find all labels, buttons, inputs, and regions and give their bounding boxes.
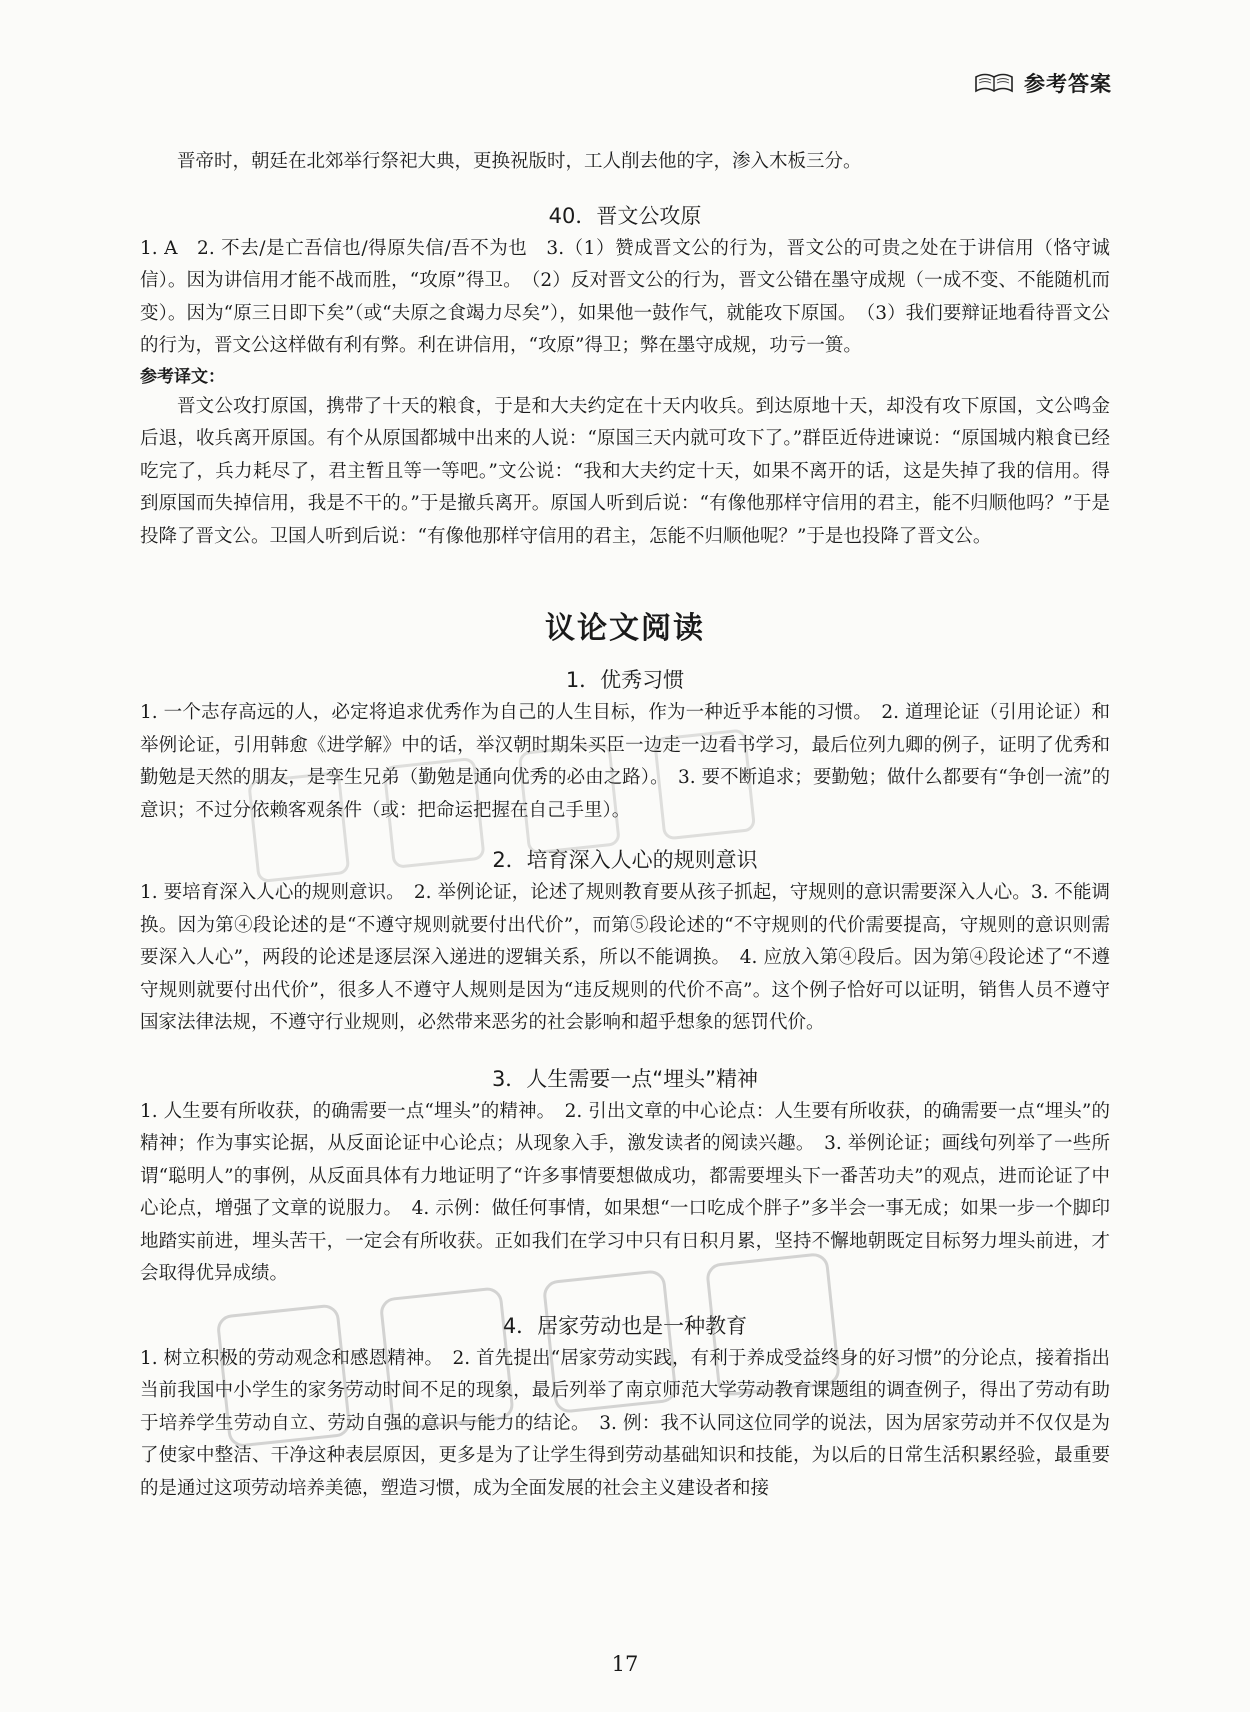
section-40-answer: 1. A 2. 不去/是亡吾信也/得原失信/吾不为也 3.（1）赞成晋文公的行为，晋文公的可贵之处在于讲信用（恪守诚信）。因为讲信用才能不战而胜，“攻原”得卫。 （2）反对晋文公的行为，晋文公错在墨守成规（一成不变、不能随机而变）。因为“原三日即下矣”（或“夫原之食竭力尽矣”），如果他一鼓作气，就能攻下原国。 （3）我们要辩证地看待晋文公的行为，晋文公这样做有利有弊。利在讲信用，“攻原”得卫；弊在墨守成规，功亏一篑。 xyxy=(140,237,1110,356)
item-2-title: 2．培育深入人心的规则意识 xyxy=(492,848,758,872)
header-label: 参考答案 xyxy=(1024,72,1112,96)
translation-label: 参考译文： xyxy=(140,366,225,387)
content xyxy=(140,146,1110,1505)
item-3-answer: 1. 人生要有所收获，的确需要一点“埋头”的精神。 2. 引出文章的中心论点：人生要有所收获，的确需要一点“埋头”的精神；作为事实论据，从反面论证中心论点；从现象入手，激发读者的阅读兴趣。 3. 举例论证；画线句列举了一些所谓“聪明人”的事例，从反面具体有力地证明了“许多事情要想做成功，都需要埋头下一番苦功夫”的观点，进而论证了中心论点，增强了文章的说服力。 4. 示例：做任何事情，如果想“一口吃成个胖子”多半会一事无成；如果一步一个脚印地踏实前进，埋头苦干，一定会有所收获。正如我们在学习中只有日积月累，坚持不懈地朝既定目标努力埋头前进，才会取得优异成绩。 xyxy=(140,1100,1110,1284)
page-number: 17 xyxy=(611,1652,639,1676)
page-header xyxy=(974,68,1112,98)
item-1-title: 1．优秀习惯 xyxy=(565,668,685,692)
open-book-icon xyxy=(974,71,1014,95)
section-40-title: 40．晋文公攻原 xyxy=(548,203,702,228)
item-3-title: 3．人生需要一点“埋头”精神 xyxy=(491,1066,759,1091)
item-4-answer: 1. 树立积极的劳动观念和感恩精神。 2. 首先提出“居家劳动实践，有利于养成受益终身的好习惯”的分论点，接着指出当前我国中小学生的家务劳动时间不足的现象，最后列举了南京师范大学劳动教育课题组的调查例子，得出了劳动有助于培养学生劳动自立、劳动自强的意识与能力的结论。 3. 例：我不认同这位同学的说法，因为居家劳动并不仅仅是为了使家中整洁、干净这种表层原因，更多是为了让学生得到劳动基础知识和技能，为以后的日常生活积累经验，最重要的是通过这项劳动培养美德，塑造习惯，成为全面发展的社会主义建设者和接 xyxy=(140,1347,1110,1499)
item-1-answer: 1. 一个志存高远的人，必定将追求优秀作为自己的人生目标，作为一种近乎本能的习惯。 2. 道理论证（引用论证）和举例论证，引用韩愈《进学解》中的话，举汉朝时期朱买臣一边走一边看书学习，最后位列九卿的例子，证明了优秀和勤勉是天然的朋友，是孪生兄弟（勤勉是通向优秀的必由之路）。 3. 要不断追求；要勤勉；做什么都要有“争创一流”的意识；不过分依赖客观条件（或：把命运把握在自己手里）。 xyxy=(140,702,1110,821)
section-40-translation: 晋文公攻打原国，携带了十天的粮食，于是和大夫约定在十天内收兵。到达原地十天，却没有攻下原国，文公鸣金后退，收兵离开原国。有个从原国都城中出来的人说：“原国三天内就可攻下了。”群臣近侍进谏说：“原国城内粮食已经吃完了，兵力耗尽了，君主暂且等一等吧。”文公说：“我和大夫约定十天，如果不离开的话，这是失掉了我的信用。得到原国而失掉信用，我是不干的。”于是撤兵离开。原国人听到后说：“有像他那样守信用的君主，能不归顺他吗？”于是投降了晋文公。卫国人听到后说：“有像他那样守信用的君主，怎能不归顺他呢？”于是也投降了晋文公。 xyxy=(140,395,1110,547)
item-4-title: 4．居家劳动也是一种教育 xyxy=(502,1313,748,1338)
section-heading: 议论文阅读 xyxy=(545,611,705,646)
item-2-answer: 1. 要培育深入人心的规则意识。 2. 举例论证，论述了规则教育要从孩子抓起，守规则的意识需要深入人心。3. 不能调换。因为第④段论述的是“不遵守规则就要付出代价”，而第⑤段论述的“不守规则的代价需要提高，守规则的意识则需要深入人心”，两段的论述是逐层深入递进的逻辑关系，所以不能调换。 4. 应放入第④段后。因为第④段论述了“不遵守规则就要付出代价”，很多人不遵守人规则是因为“违反规则的代价不高”。这个例子恰好可以证明，销售人员不遵守国家法律法规，不遵守行业规则，必然带来恶劣的社会影响和超乎想象的惩罚代价。 xyxy=(140,882,1110,1033)
intro-paragraph: 晋帝时，朝廷在北郊举行祭祀大典，更换祝版时，工人削去他的字，渗入木板三分。 xyxy=(177,151,862,172)
